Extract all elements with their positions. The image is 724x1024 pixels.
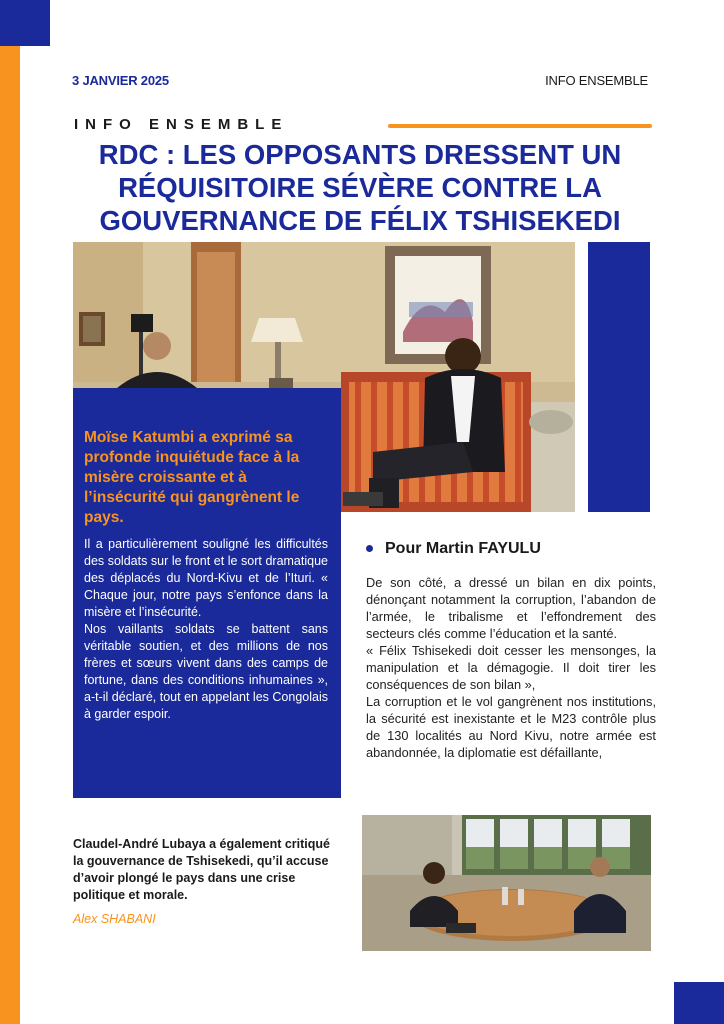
fayulu-paragraph-2: « Félix Tshisekedi doit cesser les mensonges, la manipulation et la démagogie. Il doit tirer les conséquences de son bilan »,	[366, 643, 656, 692]
pull-quote-line-2: profonde inquiétude face à la	[84, 449, 300, 466]
blue-decor-rect	[588, 242, 650, 512]
bottom-photo-illustration	[362, 815, 651, 951]
fayulu-paragraph-3: La corruption et le vol gangrènent nos institutions, la sécurité est inexistante et le M23 contrôle plus de 130 localités au Nord Kivu, notre armée est abandonnée, la diplomatie est défaillante,	[366, 694, 656, 760]
katumbi-paragraph-1: Il a particulièrement souligné les difficultés des soldats sur le front et le sort dramatique des déplacés du Nord-Kivu et de l’Ituri. « Chaque jour, notre pays s’enfonce dans la misère et l’insécurité.	[84, 537, 328, 619]
fayulu-body	[366, 574, 656, 761]
headline	[40, 138, 680, 237]
katumbi-body	[84, 536, 328, 723]
publication-date: 3 JANVIER 2025	[72, 73, 169, 88]
pull-quote-line-5: pays.	[84, 509, 124, 526]
blue-corner-bottom-right	[674, 982, 724, 1024]
header-brand: INFO ENSEMBLE	[545, 73, 648, 88]
headline-line-3: GOUVERNANCE DE FÉLIX TSHISEKEDI	[99, 205, 621, 236]
headline-line-1: RDC : LES OPPOSANTS DRESSENT UN	[98, 139, 622, 170]
author-byline: Alex SHABANI	[73, 912, 156, 926]
pull-quote-line-4: l’insécurité qui gangrènent le	[84, 489, 300, 506]
bottom-photo-meeting	[362, 815, 651, 951]
blue-corner-top-left	[0, 0, 50, 46]
pull-quote-line-3: misère croissante et à	[84, 469, 247, 486]
fayulu-paragraph-1: De son côté, a dressé un bilan en dix points, dénonçant notamment la corruption, l’abandon de l’armée, le tribalisme et l’effondrement des secteurs clés comme l’éducation et la santé.	[366, 575, 656, 641]
katumbi-pull-quote	[84, 428, 334, 528]
lubaya-summary: Claudel-André Lubaya a également critiqué la gouvernance de Tshisekedi, qu’il accuse d’avoir plongé le pays dans une crise politique et morale.	[73, 837, 331, 902]
headline-line-2: RÉQUISITOIRE SÉVÈRE CONTRE LA	[118, 172, 602, 203]
kicker-brand: INFO ENSEMBLE	[74, 116, 289, 133]
pull-quote-line-1: Moïse Katumbi a exprimé sa	[84, 429, 293, 446]
fayulu-section-title: Pour Martin FAYULU	[385, 540, 541, 557]
orange-divider-line	[388, 124, 652, 128]
katumbi-paragraph-2: Nos vaillants soldats se battent sans véritable soutien, et des millions de nos frères et sœurs vivent dans des camps de fortune, dans des conditions inhumaines », a-t-il déclaré, tout en appelant les Congolais à garder espoir.	[84, 622, 328, 721]
bullet-icon	[366, 545, 373, 552]
orange-side-bar	[0, 0, 20, 1024]
